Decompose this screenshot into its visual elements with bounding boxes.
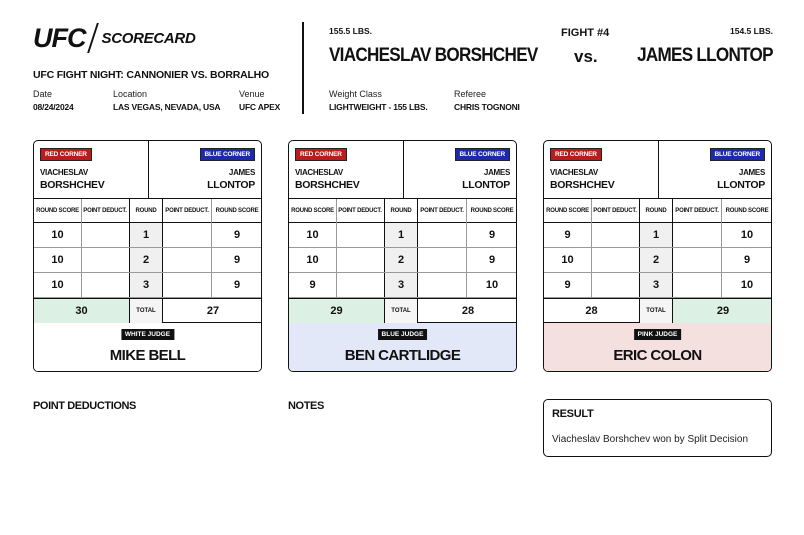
header-round-score-red: ROUND SCORE	[546, 207, 589, 214]
round-number: 3	[639, 273, 673, 297]
total-row	[544, 298, 771, 323]
red-corner-fighter	[40, 167, 104, 191]
corner-divider	[658, 141, 659, 199]
point-deductions-heading: POINT DEDUCTIONS	[33, 400, 136, 412]
header-round-score-red: ROUND SCORE	[36, 207, 79, 214]
weight-class-value: LIGHTWEIGHT - 155 LBS.	[329, 102, 428, 112]
logo-divider	[87, 23, 99, 53]
round-number: 3	[129, 273, 163, 297]
blue-round-score: 9	[233, 279, 241, 291]
red-corner-badge: RED CORNER	[40, 148, 92, 161]
red-total-score: 29	[289, 299, 384, 323]
location-value: LAS VEGAS, NEVADA, USA	[113, 102, 221, 112]
red-corner-fighter	[550, 167, 614, 191]
red-round-score: 10	[306, 254, 319, 266]
judge-color-badge: WHITE JUDGE	[121, 329, 174, 340]
header-round: ROUND	[129, 199, 163, 223]
blue-total-score: 28	[461, 305, 475, 317]
blue-round-score: 10	[740, 279, 754, 291]
red-last-name: BORSHCHEV	[295, 179, 360, 191]
header-point-deduct-red: POINT DEDUCT.	[593, 207, 637, 214]
blue-point-deduction	[673, 248, 721, 272]
referee-label: Referee	[454, 89, 487, 99]
red-first-name: VIACHESLAV	[295, 168, 343, 177]
red-point-deduction	[336, 248, 384, 272]
total-row	[34, 298, 261, 323]
blue-point-deduction	[418, 273, 466, 297]
red-point-deduction	[591, 273, 639, 297]
blue-fighter-name: JAMES LLONTOP	[637, 45, 773, 66]
corner-divider	[403, 141, 404, 199]
judge-name: MIKE BELL	[109, 347, 186, 364]
blue-fighter-weight: 154.5 LBS.	[730, 26, 773, 36]
total-label: TOTAL	[129, 299, 163, 323]
red-total-score: 30	[34, 299, 129, 323]
judge-name: BEN CARTLIDGE	[344, 347, 461, 364]
red-first-name: VIACHESLAV	[550, 168, 598, 177]
blue-round-score: 9	[488, 229, 496, 241]
red-round-score: 10	[561, 254, 574, 266]
red-corner-badge: RED CORNER	[295, 148, 347, 161]
round-number: 3	[384, 273, 418, 297]
score-grid-header	[544, 199, 771, 223]
result-text: Viacheslav Borshchev won by Split Decision	[552, 434, 749, 445]
score-row	[289, 223, 516, 248]
score-row	[544, 223, 771, 248]
red-point-deduction	[81, 273, 129, 297]
judge-color-badge: BLUE JUDGE	[378, 329, 428, 340]
blue-round-score: 9	[743, 254, 751, 266]
judge-color-badge: PINK JUDGE	[634, 329, 682, 340]
blue-corner-badge: BLUE CORNER	[200, 148, 255, 161]
blue-last-name: LLONTOP	[462, 179, 510, 191]
blue-corner-fighter	[717, 167, 765, 191]
blue-round-score: 10	[485, 279, 499, 291]
blue-round-score: 9	[233, 229, 241, 241]
red-point-deduction	[336, 273, 384, 297]
result-box	[543, 399, 772, 457]
total-label: TOTAL	[639, 299, 673, 323]
corner-header	[289, 141, 516, 199]
red-round-score: 10	[306, 229, 319, 241]
venue-value: UFC APEX	[239, 102, 281, 112]
total-row	[289, 298, 516, 323]
red-first-name: VIACHESLAV	[40, 168, 88, 177]
judge-scorecard-3	[543, 140, 772, 372]
red-corner-fighter	[295, 167, 359, 191]
score-row	[34, 248, 261, 273]
notes-heading: NOTES	[288, 400, 324, 412]
blue-first-name: JAMES	[483, 168, 510, 177]
judge-panel	[289, 323, 516, 372]
judge-scorecard-2	[288, 140, 517, 372]
referee-value: CHRIS TOGNONI	[454, 102, 520, 112]
round-number: 2	[384, 248, 418, 272]
red-round-score: 10	[51, 279, 64, 291]
event-title: UFC FIGHT NIGHT: CANNONIER VS. BORRALHO	[33, 69, 270, 81]
header-round-score-red: ROUND SCORE	[291, 207, 334, 214]
blue-point-deduction	[163, 273, 211, 297]
round-number: 2	[129, 248, 163, 272]
header-point-deduct-blue: POINT DEDUCT.	[675, 207, 719, 214]
blue-corner-badge: BLUE CORNER	[710, 148, 765, 161]
round-number: 1	[639, 223, 673, 247]
weight-class-label: Weight Class	[329, 89, 382, 99]
blue-point-deduction	[673, 273, 721, 297]
blue-corner-badge: BLUE CORNER	[455, 148, 510, 161]
header-divider	[302, 22, 304, 114]
header-point-deduct-blue: POINT DEDUCT.	[165, 207, 209, 214]
blue-point-deduction	[163, 248, 211, 272]
location-label: Location	[113, 89, 148, 99]
judge-panel	[544, 323, 771, 372]
blue-corner-fighter	[462, 167, 510, 191]
blue-round-score: 9	[488, 254, 496, 266]
venue-label: Venue	[239, 89, 265, 99]
fight-number: FIGHT #4	[561, 27, 610, 39]
red-point-deduction	[591, 223, 639, 247]
blue-round-score: 9	[233, 254, 241, 266]
score-row	[289, 273, 516, 298]
header-point-deduct-red: POINT DEDUCT.	[338, 207, 382, 214]
score-row	[544, 248, 771, 273]
blue-first-name: JAMES	[228, 168, 255, 177]
date-value: 08/24/2024	[33, 102, 74, 112]
blue-point-deduction	[418, 248, 466, 272]
blue-first-name: JAMES	[738, 168, 765, 177]
round-number: 1	[384, 223, 418, 247]
red-last-name: BORSHCHEV	[550, 179, 615, 191]
blue-total-score: 27	[206, 305, 220, 317]
corner-header	[544, 141, 771, 199]
red-fighter-weight: 155.5 LBS.	[329, 26, 372, 36]
red-point-deduction	[336, 223, 384, 247]
scorecard-label: SCORECARD	[101, 29, 196, 47]
judge-scorecard-1	[33, 140, 262, 372]
red-round-score: 10	[51, 229, 64, 241]
header-point-deduct-blue: POINT DEDUCT.	[420, 207, 464, 214]
blue-corner-fighter	[207, 167, 255, 191]
date-label: Date	[33, 89, 53, 99]
blue-last-name: LLONTOP	[717, 179, 765, 191]
red-round-score: 9	[309, 279, 316, 291]
score-row	[34, 223, 261, 248]
red-point-deduction	[81, 248, 129, 272]
total-label: TOTAL	[384, 299, 418, 323]
red-fighter-name: VIACHESLAV BORSHCHEV	[329, 45, 538, 66]
red-total-score: 28	[585, 305, 598, 317]
red-round-score: 9	[564, 279, 571, 291]
blue-point-deduction	[163, 223, 211, 247]
score-row	[34, 273, 261, 298]
header-round-score-blue: ROUND SCORE	[215, 207, 259, 214]
logo-text: UFC	[33, 22, 86, 53]
result-heading: RESULT	[552, 408, 594, 420]
score-row	[544, 273, 771, 298]
blue-last-name: LLONTOP	[207, 179, 255, 191]
corner-divider	[148, 141, 149, 199]
score-grid-header	[34, 199, 261, 223]
red-round-score: 9	[564, 229, 571, 241]
red-round-score: 10	[51, 254, 64, 266]
header-point-deduct-red: POINT DEDUCT.	[83, 207, 127, 214]
round-number: 1	[129, 223, 163, 247]
corner-header	[34, 141, 261, 199]
red-corner-badge: RED CORNER	[550, 148, 602, 161]
blue-point-deduction	[673, 223, 721, 247]
judge-panel	[34, 323, 261, 372]
header-round-score-blue: ROUND SCORE	[470, 207, 514, 214]
header-round-score-blue: ROUND SCORE	[725, 207, 769, 214]
score-row	[289, 248, 516, 273]
blue-point-deduction	[418, 223, 466, 247]
header-round: ROUND	[639, 199, 673, 223]
header-round: ROUND	[384, 199, 418, 223]
ufc-logo	[33, 22, 195, 54]
judge-name: ERIC COLON	[613, 347, 702, 364]
red-point-deduction	[81, 223, 129, 247]
vs-label: vs.	[574, 47, 598, 66]
red-last-name: BORSHCHEV	[40, 179, 105, 191]
round-number: 2	[639, 248, 673, 272]
score-grid-header	[289, 199, 516, 223]
blue-total-score: 29	[673, 299, 772, 323]
red-point-deduction	[591, 248, 639, 272]
blue-round-score: 10	[740, 229, 754, 241]
